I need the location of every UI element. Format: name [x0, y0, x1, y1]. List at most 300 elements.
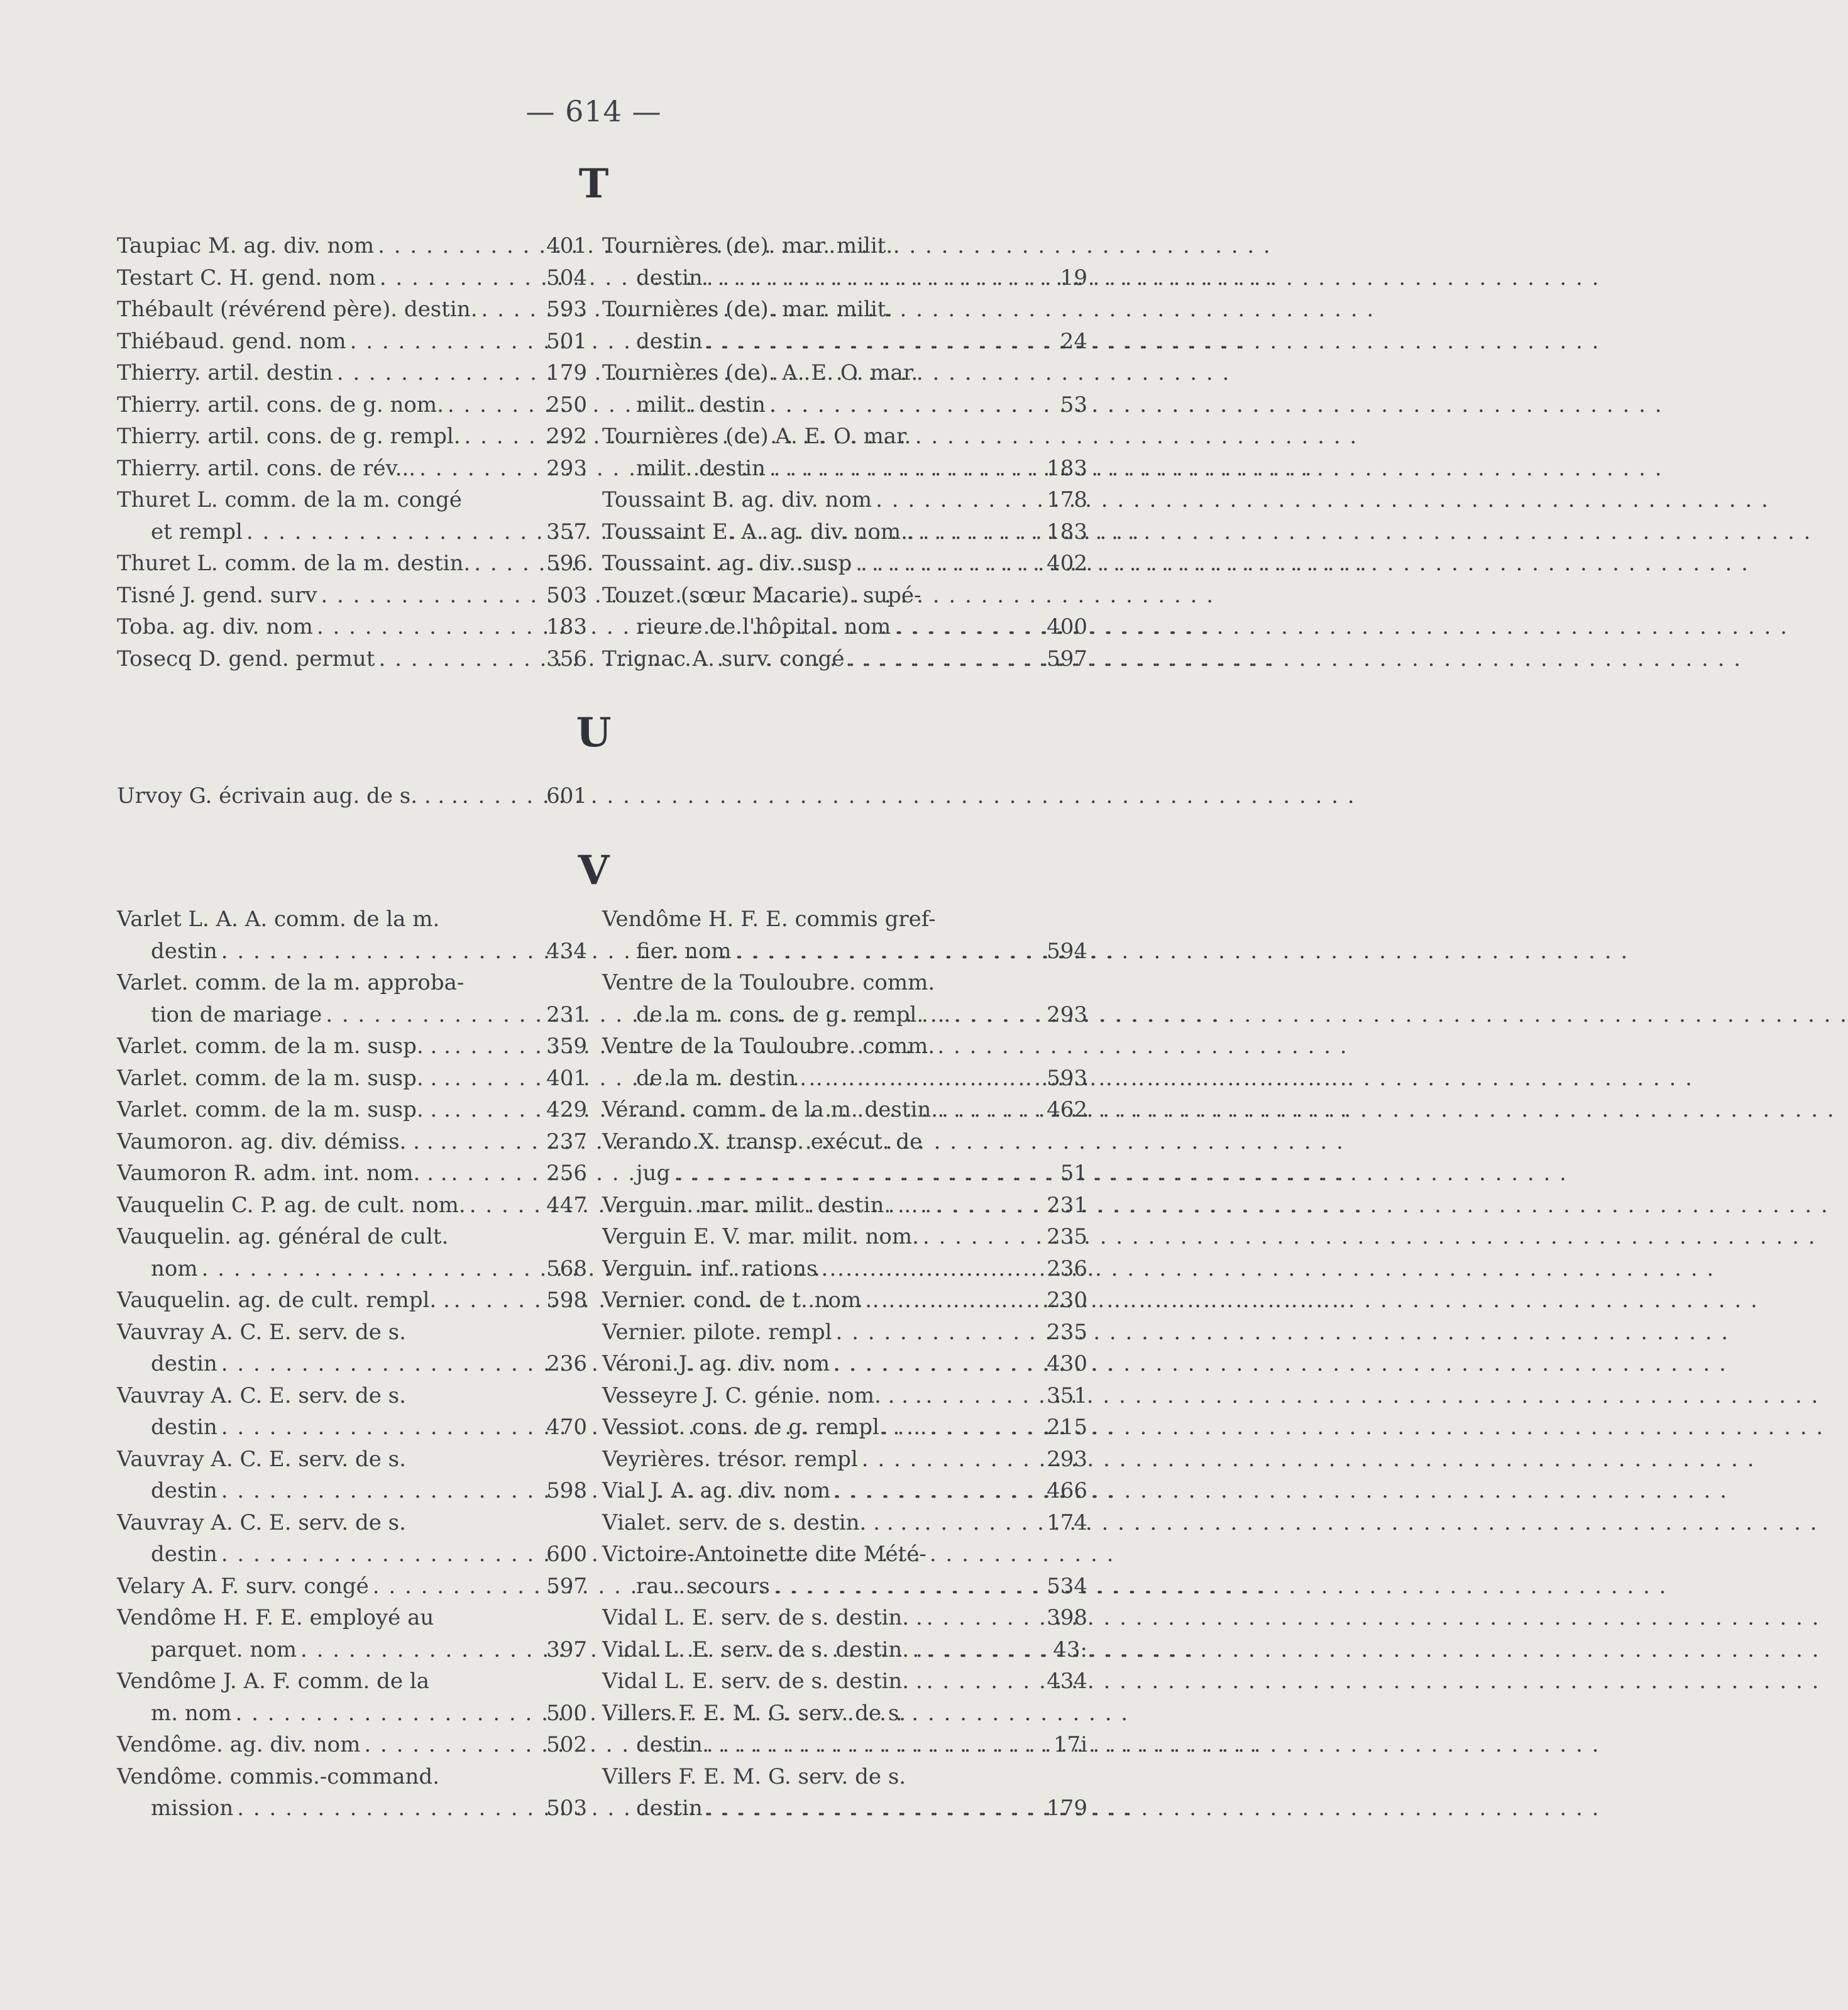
entry-page-number: 397: [546, 1637, 587, 1662]
entry-page-number: 401: [546, 233, 587, 258]
index-entry: [117, 516, 587, 548]
dot-leader: [707, 1729, 1050, 1761]
index-entry: [117, 1444, 587, 1476]
index-entry: [117, 903, 587, 936]
index-entry: [117, 1792, 587, 1825]
entry-page-number: 470: [546, 1415, 587, 1440]
entry-page-number: 601: [546, 783, 587, 809]
index-entry: [602, 1221, 1087, 1253]
dot-leader: [774, 1571, 1043, 1603]
entry-text: Vauquelin C. P. ag. de cult. nom.: [117, 1192, 466, 1218]
index-entry: [117, 1665, 587, 1698]
entry-page-number: 292: [546, 424, 587, 449]
entry-text: destin: [636, 1796, 703, 1821]
index-entry: [602, 1665, 1087, 1698]
index-entry: [602, 936, 1087, 968]
dot-leader: [707, 1792, 1043, 1825]
entry-text: Tournières (de). mar. milit.: [602, 233, 893, 258]
dot-leader: [221, 1348, 542, 1380]
index-entry: [117, 1348, 587, 1380]
entry-text: Varlet. comm. de la m. susp. . .: [117, 1065, 451, 1091]
entry-text: Thierry. artil. destin: [117, 360, 333, 385]
entry-page-number: 593: [1047, 1065, 1087, 1091]
dot-leader: [931, 1411, 1043, 1444]
entry-page-number: 466: [1047, 1478, 1087, 1503]
index-entry: [602, 1157, 1087, 1190]
index-column-t-right: [602, 230, 1087, 675]
entry-text: Thiébaud. gend. nom: [117, 328, 346, 354]
entry-text: fier. nom: [636, 938, 732, 964]
entry-text: Véroni J. ag. div. nom: [602, 1351, 830, 1376]
index-entry: [602, 1571, 1087, 1603]
entry-page-number: 51: [1060, 1161, 1087, 1186]
entry-page-number: 250: [546, 392, 587, 417]
entry-text: destin: [151, 938, 217, 964]
index-entry: [602, 643, 1087, 675]
entry-page-number: 359: [546, 1034, 587, 1059]
index-entry: [602, 1792, 1087, 1825]
entry-text: Thierry. artil. cons. de rév...: [117, 455, 416, 481]
index-entry: [602, 357, 1087, 389]
entry-page-number: 351: [1047, 1383, 1087, 1408]
dot-leader: [470, 1190, 542, 1222]
index-entry: [602, 1634, 1087, 1666]
dot-leader: [876, 484, 1043, 516]
entry-text: Varlet. comm. de la m. susp. . .: [117, 1097, 451, 1122]
entry-text: Verguin E. V. mar. milit. nom.: [602, 1224, 919, 1249]
dot-leader: [925, 1507, 1043, 1539]
entry-text: Verguin. mar. milit. destin. . . .: [602, 1192, 932, 1218]
dot-leader: [822, 1253, 1043, 1285]
index-entry: [117, 611, 587, 643]
entry-text: parquet. nom: [151, 1637, 297, 1662]
dot-leader: [378, 230, 542, 262]
dot-leader: [927, 1634, 1050, 1666]
index-entry: [117, 1094, 587, 1126]
entry-text: Tournières (de). A. E. O. mar.: [602, 360, 918, 385]
entry-page-number: 236: [1047, 1256, 1087, 1281]
index-entry: [117, 453, 587, 485]
dot-leader: [221, 1538, 542, 1571]
entry-text: Ventre de la Touloubre. comm.: [602, 970, 935, 995]
index-entry: [117, 1698, 587, 1730]
dot-leader: [481, 294, 543, 326]
index-entry: [117, 780, 587, 812]
index-entry: [117, 262, 587, 294]
index-column-v-left: [117, 903, 587, 1825]
dot-leader: [350, 326, 542, 358]
entry-text: Trignac A. surv. congé: [602, 646, 845, 671]
entry-text: Testart C. H. gend. nom: [117, 265, 376, 290]
entry-page-number: 183: [546, 614, 587, 639]
dot-leader: [380, 262, 542, 294]
entry-page-number: 237: [546, 1129, 587, 1154]
entry-text: jug: [636, 1161, 671, 1186]
entry-text: Vendôme J. A. F. comm. de la: [117, 1669, 429, 1694]
entry-page-number: 43:: [1053, 1637, 1087, 1662]
dot-leader: [707, 326, 1050, 358]
entry-text: Vauvray A. C. E. serv. de s.: [117, 1319, 406, 1345]
entry-text: destin: [151, 1542, 217, 1567]
dot-leader: [942, 1094, 1043, 1126]
entry-text: de la m. destin: [636, 1065, 796, 1091]
entry-text: Vidal L. E. serv. de s. destin. .: [602, 1637, 923, 1662]
entry-text: destin: [636, 328, 703, 354]
entry-page-number: 235: [1047, 1319, 1087, 1345]
entry-page-number: 174: [1047, 1510, 1087, 1535]
entry-text: Vauquelin. ag. général de cult.: [117, 1224, 449, 1249]
entry-text: Toussaint. ag. div. susp: [602, 551, 852, 576]
index-column-u-left: [117, 780, 587, 812]
entry-text: Ventre de la Touloubre. comm.: [602, 1034, 935, 1059]
index-entry: [117, 230, 587, 262]
entry-page-number: 598: [546, 1288, 587, 1313]
entry-text: Vendôme H. F. E. employé au: [117, 1605, 434, 1630]
entry-text: Tisné J. gend. surv: [117, 582, 317, 608]
index-entry: [602, 1317, 1087, 1349]
entry-text: Tournières (de). mar. milit.: [602, 297, 893, 322]
entry-page-number: 215: [1047, 1415, 1087, 1440]
index-entry: [602, 389, 1087, 421]
entry-text: tion de mariage: [151, 1002, 322, 1027]
entry-page-number: 398: [1047, 1605, 1087, 1630]
dot-leader: [935, 1190, 1043, 1222]
index-entry: [602, 421, 1087, 453]
entry-text: Toussaint E. A. ag. div. nom..: [602, 519, 915, 544]
entry-page-number: 503: [546, 1796, 587, 1821]
index-entry: [602, 1380, 1087, 1412]
dot-leader: [373, 1571, 542, 1603]
dot-leader: [769, 453, 1043, 485]
entry-page-number: 504: [546, 265, 587, 290]
index-entry: [117, 389, 587, 421]
dot-leader: [707, 262, 1050, 294]
entry-text: et rempl: [151, 519, 243, 544]
entry-page-number: 357: [546, 519, 587, 544]
index-entry: [117, 484, 587, 516]
entry-page-number: 534: [1047, 1573, 1087, 1599]
index-entry: [602, 1761, 1087, 1793]
entry-page-number: 434: [1047, 1669, 1087, 1694]
entry-page-number: 593: [546, 297, 587, 322]
index-entry: [602, 516, 1087, 548]
index-entry: [117, 1475, 587, 1507]
entry-page-number: 502: [546, 1732, 587, 1757]
dot-leader: [451, 1157, 543, 1190]
dot-leader: [918, 516, 1043, 548]
index-entry: [117, 421, 587, 453]
index-entry: [117, 1317, 587, 1349]
dot-leader: [364, 1729, 542, 1761]
dot-leader: [317, 611, 542, 643]
index-entry: [117, 1602, 587, 1634]
dot-leader: [448, 389, 542, 421]
index-entry: [117, 936, 587, 968]
entry-text: destin: [636, 1732, 703, 1757]
dot-leader: [865, 1284, 1043, 1317]
index-entry: [117, 999, 587, 1031]
index-entry: [117, 1221, 587, 1253]
index-entry: [117, 294, 587, 326]
dot-leader: [894, 611, 1043, 643]
entry-text: Thierry. artil. cons. de g. rempl.: [117, 424, 461, 449]
index-column-t-left: [117, 230, 587, 675]
index-entry: [602, 903, 1087, 936]
entry-page-number: 501: [546, 328, 587, 354]
entry-text: Vialet. serv. de s. destin. . . . .: [602, 1510, 921, 1535]
entry-page-number: 178: [1047, 487, 1087, 512]
entry-text: Toba. ag. div. nom: [117, 614, 313, 639]
entry-page-number: 231: [546, 1002, 587, 1027]
index-entry: [602, 1538, 1087, 1571]
index-entry: [602, 1126, 1087, 1158]
entry-text: Verando X. transp. exécut. de: [602, 1129, 923, 1154]
entry-text: destin: [151, 1351, 217, 1376]
entry-page-number: 503: [546, 582, 587, 608]
entry-page-number: 17i: [1053, 1732, 1087, 1757]
dot-leader: [454, 1094, 542, 1126]
dot-leader: [855, 548, 1043, 580]
entry-text: Tournières (de) A. E. O. mar.: [602, 424, 911, 449]
index-entry: [117, 548, 587, 580]
dot-leader: [451, 1126, 542, 1158]
entry-page-number: 596: [546, 551, 587, 576]
index-entry: [602, 1475, 1087, 1507]
entry-page-number: 179: [1047, 1796, 1087, 1821]
index-entry: [602, 1284, 1087, 1317]
index-entry: [117, 1761, 587, 1793]
entry-page-number: 230: [1047, 1288, 1087, 1313]
entry-text: Vial J. A. ag. div. nom: [602, 1478, 831, 1503]
index-entry: [117, 1538, 587, 1571]
entry-text: Varlet. comm. de la m. approba-: [117, 970, 465, 995]
dot-leader: [926, 1380, 1043, 1412]
entry-text: Vérand. comm. de la m. destin.: [602, 1097, 938, 1122]
section-letter-u: U: [576, 709, 612, 756]
dot-leader: [954, 999, 1043, 1031]
dot-leader: [927, 1665, 1043, 1698]
entry-text: milit. destin: [636, 455, 766, 481]
entry-text: Urvoy G. écrivain aug. de s. . . .: [117, 783, 458, 809]
dot-leader: [419, 453, 542, 485]
dot-leader: [834, 1475, 1043, 1507]
dot-leader: [300, 1634, 542, 1666]
index-entry: [602, 1030, 1087, 1063]
entry-page-number: 568: [546, 1256, 587, 1281]
entry-text: Thébault (révérend père). destin.: [117, 297, 478, 322]
entry-text: Velary A. F. surv. congé: [117, 1573, 369, 1599]
entry-page-number: 183: [1047, 519, 1087, 544]
entry-page-number: 293: [1047, 1446, 1087, 1472]
entry-text: destin: [151, 1478, 217, 1503]
dot-leader: [465, 421, 543, 453]
index-entry: [117, 1507, 587, 1539]
entry-text: Touzet (sœur Macarie). supé-: [602, 582, 921, 608]
dot-leader: [246, 516, 542, 548]
index-entry: [602, 1190, 1087, 1222]
entry-text: Vaumoron. ag. div. démiss. . . .: [117, 1129, 448, 1154]
dot-leader: [235, 1698, 542, 1730]
entry-text: Villers F. E. M. G. serv. de s.: [602, 1764, 906, 1789]
dot-leader: [462, 780, 542, 812]
entry-text: Varlet L. A. A. comm. de la m.: [117, 907, 440, 932]
entry-page-number: 402: [1047, 551, 1087, 576]
entry-page-number: 600: [546, 1542, 587, 1567]
dot-leader: [923, 1221, 1043, 1253]
entry-text: destin: [151, 1415, 217, 1440]
index-entry: [602, 611, 1087, 643]
dot-leader: [378, 643, 542, 675]
index-entry: [117, 1634, 587, 1666]
entry-text: Vendôme H. F. E. commis gref-: [602, 907, 936, 932]
entry-text: destin: [636, 265, 703, 290]
index-entry: [117, 580, 587, 612]
entry-page-number: 401: [546, 1065, 587, 1091]
index-entry: [117, 357, 587, 389]
index-entry: [117, 1063, 587, 1095]
dot-leader: [337, 357, 542, 389]
entry-page-number: 594: [1047, 938, 1087, 964]
dot-leader: [454, 1030, 542, 1063]
dot-leader: [800, 1063, 1043, 1095]
dot-leader: [833, 1348, 1043, 1380]
index-entry: [602, 326, 1087, 358]
entry-text: Vidal L. E. serv. de s. destin. .: [602, 1605, 923, 1630]
dot-leader: [835, 1317, 1043, 1349]
dot-leader: [202, 1253, 542, 1285]
index-entry: [602, 294, 1087, 326]
entry-page-number: 400: [1047, 614, 1087, 639]
dot-leader: [735, 936, 1043, 968]
index-entry: [117, 967, 587, 999]
index-entry: [602, 1253, 1087, 1285]
entry-text: Vendôme. commis.-command.: [117, 1764, 440, 1789]
index-entry: [117, 1190, 587, 1222]
dot-leader: [326, 999, 542, 1031]
entry-page-number: 231: [1047, 1192, 1087, 1218]
index-entry: [117, 1030, 587, 1063]
entry-text: Vidal L. E. serv. de s. destin. .: [602, 1669, 923, 1694]
entry-page-number: 19: [1060, 265, 1087, 290]
entry-text: Varlet. comm. de la m. susp. . .: [117, 1034, 451, 1059]
entry-text: Vauvray A. C. E. serv. de s.: [117, 1383, 406, 1408]
entry-page-number: 235: [1047, 1224, 1087, 1249]
entry-text: Vauvray A. C. E. serv. de s.: [117, 1446, 406, 1472]
index-entry: [117, 1157, 587, 1190]
entry-page-number: 430: [1047, 1351, 1087, 1376]
entry-page-number: 236: [546, 1351, 587, 1376]
index-entry: [117, 1411, 587, 1444]
index-entry: [602, 1729, 1087, 1761]
entry-page-number: 53: [1060, 392, 1087, 417]
entry-page-number: 293: [1047, 1002, 1087, 1027]
entry-text: rieure de l'hôpital. nom: [636, 614, 891, 639]
dot-leader: [321, 580, 542, 612]
index-entry: [602, 1602, 1087, 1634]
index-entry: [117, 1126, 587, 1158]
index-entry: [602, 1698, 1087, 1730]
entry-text: Thuret L. comm. de la m. destin.: [117, 551, 471, 576]
entry-text: Vernier. cond. de t. nom: [602, 1288, 862, 1313]
entry-text: m. nom: [151, 1700, 232, 1726]
index-entry: [602, 1444, 1087, 1476]
entry-text: nom: [151, 1256, 198, 1281]
dot-leader: [454, 1284, 542, 1317]
entry-page-number: 356: [546, 646, 587, 671]
dot-leader: [474, 548, 542, 580]
index-entry: [117, 1571, 587, 1603]
index-entry: [117, 1284, 587, 1317]
dot-leader: [221, 1411, 542, 1444]
index-entry: [117, 1253, 587, 1285]
index-entry: [602, 1507, 1087, 1539]
entry-text: Vauquelin. ag. de cult. rempl. .: [117, 1288, 450, 1313]
entry-text: de la m. cons. de g. rempl. . .: [636, 1002, 951, 1027]
dot-leader: [862, 1444, 1043, 1476]
entry-text: Thierry. artil. cons. de g. nom.: [117, 392, 444, 417]
page-number: — 614 —: [525, 94, 662, 128]
section-letter-v: V: [578, 847, 610, 894]
dot-leader: [454, 1063, 542, 1095]
entry-text: Vauvray A. C. E. serv. de s.: [117, 1510, 406, 1535]
entry-text: mission: [151, 1796, 234, 1821]
index-entry: [602, 548, 1087, 580]
index-entry: [117, 1380, 587, 1412]
entry-text: rau. secours: [636, 1573, 770, 1599]
section-letter-t: T: [578, 160, 609, 207]
dot-leader: [674, 1157, 1050, 1190]
index-entry: [117, 1729, 587, 1761]
entry-text: Veyrières. trésor. rempl: [602, 1446, 858, 1472]
entry-text: Toussaint B. ag. div. nom: [602, 487, 872, 512]
entry-text: Tosecq D. gend. permut: [117, 646, 375, 671]
index-entry: [602, 453, 1087, 485]
entry-page-number: 447: [546, 1192, 587, 1218]
entry-page-number: 597: [546, 1573, 587, 1599]
entry-text: Vessiot. cons. de g. rempl. . . .: [602, 1415, 927, 1440]
entry-text: Taupiac M. ag. div. nom: [117, 233, 375, 258]
entry-page-number: 256: [546, 1161, 587, 1186]
index-entry: [602, 1094, 1087, 1126]
dot-leader: [221, 936, 542, 968]
entry-page-number: 183: [1047, 455, 1087, 481]
entry-page-number: 597: [1047, 646, 1087, 671]
entry-text: Vaumoron R. adm. int. nom. . .: [117, 1161, 448, 1186]
index-column-v-right: [602, 903, 1087, 1825]
entry-text: Verguin. inf. rations: [602, 1256, 818, 1281]
index-entry: [602, 262, 1087, 294]
entry-page-number: 462: [1047, 1097, 1087, 1122]
dot-leader: [769, 389, 1050, 421]
index-entry: [602, 999, 1087, 1031]
entry-page-number: 500: [546, 1700, 587, 1726]
entry-text: Vendôme. ag. div. nom: [117, 1732, 361, 1757]
index-entry: [602, 484, 1087, 516]
dot-leader: [237, 1792, 542, 1825]
entry-page-number: 24: [1060, 328, 1087, 354]
entry-text: Villers F. E. M. G. serv. de s.: [602, 1700, 906, 1726]
index-entry: [602, 967, 1087, 999]
entry-page-number: 429: [546, 1097, 587, 1122]
dot-leader: [927, 1602, 1043, 1634]
index-entry: [602, 580, 1087, 612]
dot-leader: [848, 643, 1043, 675]
index-entry: [602, 230, 1087, 262]
index-entry: [602, 1063, 1087, 1095]
dot-leader: [221, 1475, 542, 1507]
entry-text: Vernier. pilote. rempl: [602, 1319, 832, 1345]
index-entry: [602, 1411, 1087, 1444]
